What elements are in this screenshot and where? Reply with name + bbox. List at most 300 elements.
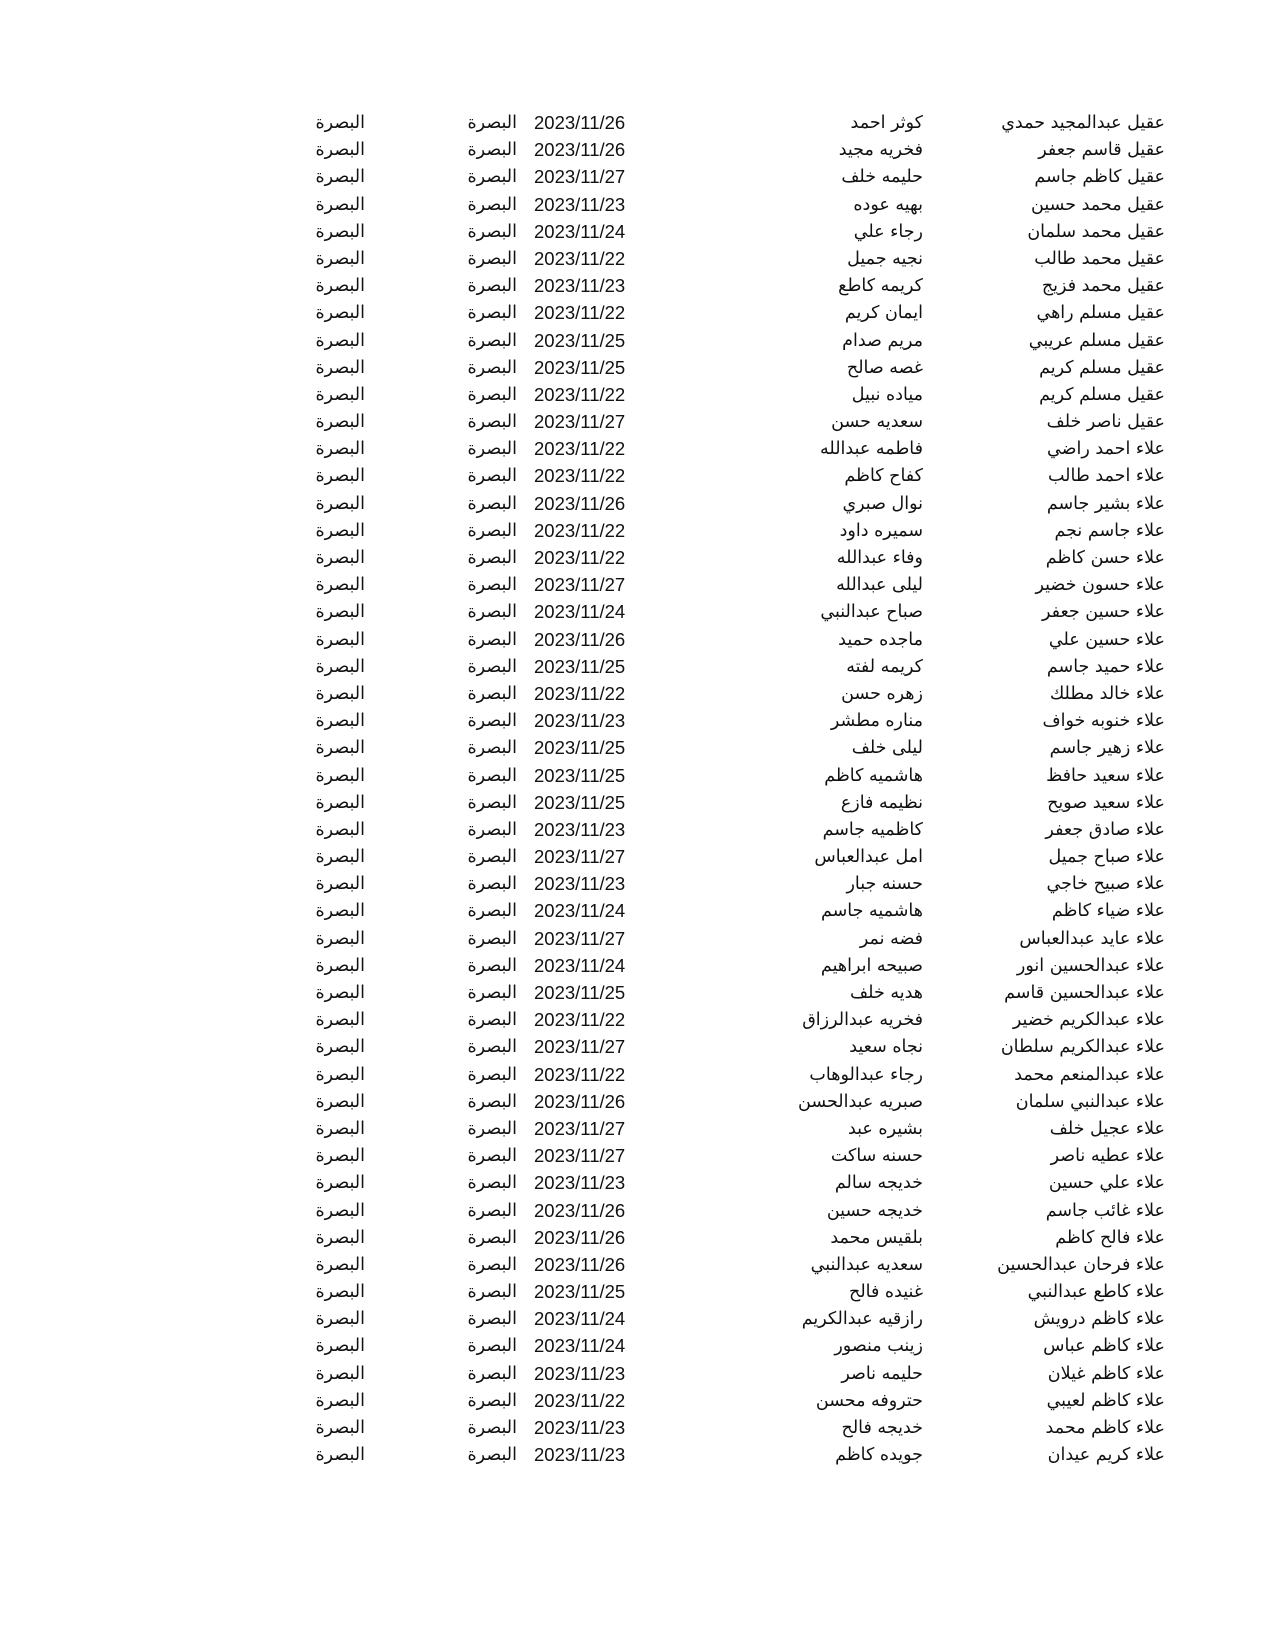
mother-name-cell: رجاء علي [853, 221, 923, 242]
province-cell: البصرة [467, 1200, 517, 1221]
province-cell: البصرة [467, 602, 517, 623]
mother-name-cell: مناره مطشر [830, 711, 923, 732]
mother-name-cell: حتروفه محسن [815, 1390, 923, 1411]
province-cell: البصرة [467, 819, 517, 840]
mother-name-cell: رجاء عبدالوهاب [809, 1064, 923, 1085]
date-cell: 2023/11/24 [534, 1335, 626, 1357]
province-cell: البصرة [315, 303, 365, 324]
date-cell: 2023/11/23 [534, 710, 626, 732]
mother-name-cell: سعديه عبدالنبي [810, 1254, 923, 1275]
table-row [0, 1200, 1275, 1227]
mother-name-cell: بلقيس محمد [830, 1227, 923, 1248]
province-cell: البصرة [467, 520, 517, 541]
province-cell: البصرة [467, 1390, 517, 1411]
province-cell: البصرة [315, 357, 365, 378]
province-cell: البصرة [467, 928, 517, 949]
full-name-cell: علاء زهير جاسم [1049, 738, 1165, 759]
full-name-cell: علاء عطيه ناصر [1050, 1146, 1165, 1167]
mother-name-cell: وفاء عبدالله [836, 548, 923, 568]
province-cell: البصرة [467, 738, 517, 759]
province-cell: البصرة [315, 656, 365, 677]
province-cell: البصرة [467, 847, 517, 868]
province-cell: البصرة [315, 683, 365, 704]
table-row [0, 1227, 1275, 1254]
province-cell: البصرة [315, 1418, 365, 1438]
mother-name-cell: صباح عبدالنبي [820, 602, 923, 623]
province-cell: البصرة [315, 1282, 365, 1303]
full-name-cell: علاء بشير جاسم [1046, 493, 1165, 514]
province-cell: البصرة [315, 221, 365, 242]
date-cell: 2023/11/27 [534, 1145, 626, 1167]
full-name-cell: علاء فرحان عبدالحسين [997, 1254, 1165, 1275]
province-cell: البصرة [315, 466, 365, 487]
date-cell: 2023/11/23 [534, 193, 626, 215]
province-cell: البصرة [315, 1336, 365, 1357]
date-cell: 2023/11/25 [534, 356, 626, 378]
table-row [0, 248, 1275, 275]
mother-name-cell: بهيه عوده [853, 194, 923, 215]
table-row [0, 1172, 1275, 1199]
province-cell: البصرة [467, 1091, 517, 1112]
full-name-cell: علاء عبدالحسين قاسم [1004, 983, 1165, 1003]
province-cell: البصرة [315, 602, 365, 623]
province-cell: البصرة [467, 1146, 517, 1167]
table-row [0, 1308, 1275, 1335]
province-cell: البصرة [315, 711, 365, 732]
province-cell: البصرة [467, 575, 517, 596]
table-row [0, 574, 1275, 601]
mother-name-cell: هاشميه كاظم [824, 765, 923, 786]
mother-name-cell: بشيره عبد [847, 1118, 923, 1139]
table-row [0, 384, 1275, 411]
date-cell: 2023/11/22 [534, 547, 626, 568]
full-name-cell: علاء كاظم درويش [1033, 1309, 1165, 1330]
table-row [0, 1118, 1275, 1145]
province-cell: البصرة [467, 1037, 517, 1058]
date-cell: 2023/11/24 [534, 954, 626, 976]
full-name-cell: عقيل مسلم كريم [1039, 357, 1165, 378]
province-cell: البصرة [467, 493, 517, 514]
table-row [0, 900, 1275, 927]
full-name-cell: علاء علي حسين [1048, 1173, 1165, 1194]
full-name-cell: علاء صادق جعفر [1045, 819, 1165, 840]
mother-name-cell: ليلى خلف [851, 738, 923, 759]
province-cell: البصرة [315, 167, 365, 188]
date-cell: 2023/11/23 [534, 1444, 626, 1466]
full-name-cell: عقيل عبدالمجيد حمدي [1001, 113, 1165, 133]
province-cell: البصرة [467, 711, 517, 732]
province-cell: البصرة [467, 1173, 517, 1194]
province-cell: البصرة [467, 1064, 517, 1085]
province-cell: البصرة [467, 1227, 517, 1248]
date-cell: 2023/11/25 [534, 329, 626, 351]
date-cell: 2023/11/22 [534, 302, 626, 324]
province-cell: البصرة [315, 493, 365, 514]
province-cell: البصرة [467, 901, 517, 922]
mother-name-cell: هاشميه جاسم [820, 901, 923, 922]
table-row [0, 765, 1275, 792]
date-cell: 2023/11/22 [534, 1389, 626, 1411]
date-cell: 2023/11/24 [534, 900, 626, 922]
date-cell: 2023/11/26 [534, 112, 626, 133]
table-row [0, 547, 1275, 574]
date-cell: 2023/11/27 [534, 166, 626, 188]
table-row [0, 1390, 1275, 1417]
table-row [0, 601, 1275, 628]
mother-name-cell: كريمه كاطع [838, 276, 923, 297]
table-row [0, 928, 1275, 955]
table-row [0, 629, 1275, 656]
table-row [0, 112, 1275, 139]
table-row [0, 411, 1275, 438]
province-cell: البصرة [467, 629, 517, 650]
date-cell: 2023/11/23 [534, 1172, 626, 1194]
mother-name-cell: جويده كاظم [835, 1445, 923, 1466]
date-cell: 2023/11/27 [534, 927, 626, 949]
province-cell: البصرة [467, 384, 517, 405]
province-cell: البصرة [315, 819, 365, 840]
table-row [0, 982, 1275, 1009]
province-cell: البصرة [467, 656, 517, 677]
table-row [0, 275, 1275, 302]
province-cell: البصرة [315, 928, 365, 949]
province-cell: البصرة [467, 1445, 517, 1466]
mother-name-cell: مريم صدام [842, 330, 923, 351]
province-cell: البصرة [467, 113, 517, 133]
province-cell: البصرة [467, 357, 517, 378]
date-cell: 2023/11/24 [534, 1308, 626, 1330]
mother-name-cell: نجيه جميل [847, 248, 923, 269]
province-cell: البصرة [315, 901, 365, 922]
mother-name-cell: كوثر احمد [850, 113, 923, 133]
full-name-cell: علاء غائب جاسم [1045, 1200, 1165, 1221]
province-cell: البصرة [467, 1336, 517, 1357]
date-cell: 2023/11/22 [534, 1009, 626, 1031]
province-cell: البصرة [315, 955, 365, 976]
province-cell: البصرة [315, 1309, 365, 1330]
full-name-cell: علاء كريم عيدان [1047, 1445, 1165, 1466]
table-row [0, 1254, 1275, 1281]
full-name-cell: عقيل محمد فزيج [1041, 276, 1165, 297]
date-cell: 2023/11/26 [534, 628, 626, 650]
date-cell: 2023/11/27 [534, 1036, 626, 1058]
mother-name-cell: كفاح كاظم [844, 466, 923, 487]
mother-name-cell: كريمه لفته [846, 656, 923, 677]
date-cell: 2023/11/22 [534, 247, 626, 269]
province-cell: البصرة [315, 1091, 365, 1112]
table-row [0, 465, 1275, 492]
date-cell: 2023/11/25 [534, 1281, 626, 1303]
province-cell: البصرة [315, 575, 365, 596]
mother-name-cell: سميره داود [839, 520, 923, 541]
province-cell: البصرة [315, 412, 365, 433]
table-row [0, 330, 1275, 357]
date-cell: 2023/11/23 [534, 1362, 626, 1384]
table-row [0, 1036, 1275, 1063]
table-row [0, 1091, 1275, 1118]
province-cell: البصرة [467, 792, 517, 813]
date-cell: 2023/11/26 [534, 1253, 626, 1275]
province-cell: البصرة [467, 194, 517, 215]
province-cell: البصرة [315, 248, 365, 269]
table-row [0, 846, 1275, 873]
province-cell: البصرة [315, 1254, 365, 1275]
province-cell: البصرة [315, 520, 365, 541]
full-name-cell: عقيل ناصر خلف [1046, 412, 1165, 433]
full-name-cell: علاء سعيد صويح [1047, 792, 1165, 813]
mother-name-cell: نجاه سعيد [849, 1037, 923, 1058]
full-name-cell: علاء فالح كاظم [1055, 1227, 1165, 1248]
date-cell: 2023/11/25 [534, 737, 626, 759]
date-cell: 2023/11/23 [534, 873, 626, 895]
province-cell: البصرة [467, 1010, 517, 1031]
province-cell: البصرة [315, 1390, 365, 1411]
table-row [0, 873, 1275, 900]
table-row [0, 1145, 1275, 1172]
mother-name-cell: حليمه ناصر [841, 1363, 923, 1384]
full-name-cell: عقيل قاسم جعفر [1038, 140, 1165, 161]
province-cell: البصرة [315, 548, 365, 568]
province-cell: البصرة [467, 1118, 517, 1139]
full-name-cell: عقيل محمد طالب [1034, 248, 1165, 269]
table-row [0, 656, 1275, 683]
table-row [0, 1009, 1275, 1036]
full-name-cell: علاء جاسم نجم [1054, 520, 1165, 541]
table-row [0, 710, 1275, 737]
province-cell: البصرة [315, 1146, 365, 1167]
province-cell: البصرة [467, 955, 517, 976]
full-name-cell: علاء عجيل خلف [1049, 1118, 1165, 1139]
province-cell: البصرة [315, 629, 365, 650]
province-cell: البصرة [467, 765, 517, 786]
province-cell: البصرة [467, 140, 517, 161]
full-name-cell: علاء عبدالكريم خضير [1012, 1010, 1165, 1031]
province-cell: البصرة [467, 303, 517, 324]
full-name-cell: علاء عايد عبدالعباس [1019, 928, 1165, 949]
full-name-cell: علاء سعيد حافظ [1046, 765, 1165, 786]
table-row [0, 683, 1275, 710]
full-name-cell: علاء حسين علي [1048, 629, 1165, 650]
mother-name-cell: فخريه مجيد [838, 140, 923, 161]
full-name-cell: علاء كاظم محمد [1045, 1418, 1165, 1438]
province-cell: البصرة [315, 1363, 365, 1384]
province-cell: البصرة [315, 792, 365, 813]
full-name-cell: علاء صباح جميل [1048, 847, 1165, 868]
date-cell: 2023/11/27 [534, 846, 626, 868]
mother-name-cell: هديه خلف [850, 983, 923, 1003]
mother-name-cell: صبيحه ابراهيم [820, 955, 923, 976]
records-table [0, 112, 1275, 1471]
province-cell: البصرة [467, 683, 517, 704]
mother-name-cell: ليلى عبدالله [836, 575, 923, 596]
full-name-cell: علاء احمد طالب [1048, 466, 1165, 487]
province-cell: البصرة [315, 113, 365, 133]
date-cell: 2023/11/23 [534, 818, 626, 840]
mother-name-cell: رازقيه عبدالكريم [801, 1309, 923, 1330]
province-cell: البصرة [315, 847, 365, 868]
date-cell: 2023/11/23 [534, 1417, 626, 1438]
mother-name-cell: خديجه فالح [841, 1418, 923, 1438]
full-name-cell: علاء صبيح خاجي [1046, 874, 1165, 895]
mother-name-cell: فخريه عبدالرزاق [802, 1010, 923, 1031]
full-name-cell: علاء خنوبه خواف [1042, 711, 1165, 732]
province-cell: البصرة [315, 738, 365, 759]
province-cell: البصرة [315, 1227, 365, 1248]
date-cell: 2023/11/24 [534, 220, 626, 242]
date-cell: 2023/11/25 [534, 791, 626, 813]
province-cell: البصرة [315, 1445, 365, 1466]
full-name-cell: علاء عبدالحسين انور [1016, 955, 1165, 976]
date-cell: 2023/11/27 [534, 574, 626, 596]
full-name-cell: علاء عبدالنبي سلمان [1015, 1091, 1165, 1112]
province-cell: البصرة [467, 1254, 517, 1275]
province-cell: البصرة [467, 248, 517, 269]
table-row [0, 1417, 1275, 1444]
date-cell: 2023/11/22 [534, 438, 626, 460]
table-row [0, 1064, 1275, 1091]
province-cell: البصرة [315, 439, 365, 460]
full-name-cell: علاء عبدالكريم سلطان [1000, 1037, 1165, 1058]
full-name-cell: علاء احمد راضي [1047, 439, 1165, 460]
date-cell: 2023/11/27 [534, 411, 626, 433]
mother-name-cell: غصه صالح [846, 357, 923, 378]
province-cell: البصرة [315, 765, 365, 786]
date-cell: 2023/11/26 [534, 139, 626, 161]
full-name-cell: عقيل مسلم عريبي [1028, 330, 1165, 351]
mother-name-cell: زينب منصور [834, 1336, 923, 1357]
table-row [0, 438, 1275, 465]
date-cell: 2023/11/22 [534, 682, 626, 704]
date-cell: 2023/11/22 [534, 519, 626, 541]
province-cell: البصرة [315, 276, 365, 297]
date-cell: 2023/11/22 [534, 1063, 626, 1085]
mother-name-cell: فضه نمر [859, 928, 923, 949]
province-cell: البصرة [315, 1173, 365, 1194]
province-cell: البصرة [467, 412, 517, 433]
full-name-cell: علاء حسن كاظم [1045, 548, 1165, 568]
table-row [0, 1363, 1275, 1390]
full-name-cell: عقيل مسلم راهي [1036, 303, 1165, 324]
province-cell: البصرة [467, 1418, 517, 1438]
province-cell: البصرة [315, 1118, 365, 1139]
mother-name-cell: خديجه سالم [834, 1173, 923, 1194]
mother-name-cell: سعديه حسن [831, 412, 923, 433]
mother-name-cell: حليمه خلف [841, 167, 923, 188]
province-cell: البصرة [467, 276, 517, 297]
mother-name-cell: زهره حسن [841, 683, 923, 704]
table-row [0, 221, 1275, 248]
table-row [0, 955, 1275, 982]
table-row [0, 493, 1275, 520]
table-row [0, 166, 1275, 193]
mother-name-cell: مياده نبيل [851, 384, 923, 405]
table-row [0, 1335, 1275, 1362]
province-cell: البصرة [467, 874, 517, 895]
province-cell: البصرة [315, 140, 365, 161]
province-cell: البصرة [467, 466, 517, 487]
mother-name-cell: خديجه حسين [826, 1200, 923, 1221]
full-name-cell: علاء خالد مطلك [1049, 683, 1165, 704]
province-cell: البصرة [315, 1064, 365, 1085]
full-name-cell: عقيل كاظم جاسم [1034, 167, 1165, 188]
table-row [0, 139, 1275, 166]
province-cell: البصرة [467, 1309, 517, 1330]
date-cell: 2023/11/26 [534, 1226, 626, 1248]
province-cell: البصرة [467, 330, 517, 351]
date-cell: 2023/11/24 [534, 601, 626, 623]
full-name-cell: علاء حسون خضير [1035, 575, 1165, 596]
province-cell: البصرة [315, 983, 365, 1003]
date-cell: 2023/11/26 [534, 1090, 626, 1112]
table-row [0, 1444, 1275, 1471]
province-cell: البصرة [315, 1200, 365, 1221]
table-row [0, 194, 1275, 221]
table-row [0, 819, 1275, 846]
province-cell: البصرة [467, 983, 517, 1003]
table-row [0, 737, 1275, 764]
mother-name-cell: غنيده فالح [849, 1282, 923, 1303]
mother-name-cell: كاظميه جاسم [822, 819, 923, 840]
province-cell: البصرة [315, 330, 365, 351]
province-cell: البصرة [467, 548, 517, 568]
full-name-cell: علاء كاطع عبدالنبي [1027, 1282, 1165, 1303]
full-name-cell: عقيل محمد سلمان [1027, 221, 1165, 242]
province-cell: البصرة [315, 384, 365, 405]
date-cell: 2023/11/25 [534, 655, 626, 677]
table-row [0, 520, 1275, 547]
full-name-cell: علاء كاظم عباس [1043, 1336, 1165, 1357]
table-row [0, 792, 1275, 819]
date-cell: 2023/11/25 [534, 764, 626, 786]
province-cell: البصرة [467, 221, 517, 242]
mother-name-cell: حسنه جبار [846, 874, 923, 895]
mother-name-cell: ايمان كريم [844, 303, 923, 324]
date-cell: 2023/11/26 [534, 492, 626, 514]
province-cell: البصرة [315, 874, 365, 895]
full-name-cell: عقيل مسلم كريم [1039, 384, 1165, 405]
mother-name-cell: نوال صبري [842, 493, 923, 514]
full-name-cell: علاء عبدالمنعم محمد [1014, 1064, 1165, 1085]
table-row [0, 302, 1275, 329]
mother-name-cell: امل عبدالعباس [814, 847, 923, 868]
full-name-cell: علاء كاظم لعيبي [1046, 1390, 1165, 1411]
mother-name-cell: نظيمه فازع [840, 792, 923, 813]
date-cell: 2023/11/27 [534, 1117, 626, 1139]
mother-name-cell: فاطمه عبدالله [820, 439, 923, 460]
province-cell: البصرة [467, 1282, 517, 1303]
mother-name-cell: ماجده حميد [838, 629, 923, 650]
date-cell: 2023/11/25 [534, 982, 626, 1003]
province-cell: البصرة [315, 1037, 365, 1058]
table-row [0, 357, 1275, 384]
full-name-cell: عقيل محمد حسين [1031, 194, 1165, 215]
date-cell: 2023/11/26 [534, 1199, 626, 1221]
province-cell: البصرة [467, 1363, 517, 1384]
date-cell: 2023/11/23 [534, 275, 626, 297]
full-name-cell: علاء حميد جاسم [1046, 656, 1165, 677]
province-cell: البصرة [467, 439, 517, 460]
mother-name-cell: حسنه ساكت [830, 1146, 923, 1167]
date-cell: 2023/11/22 [534, 465, 626, 487]
mother-name-cell: صبريه عبدالحسن [798, 1091, 923, 1112]
table-row [0, 1281, 1275, 1308]
full-name-cell: علاء كاظم غيلان [1047, 1363, 1165, 1384]
province-cell: البصرة [315, 1010, 365, 1031]
full-name-cell: علاء ضياء كاظم [1051, 901, 1165, 922]
date-cell: 2023/11/22 [534, 383, 626, 405]
province-cell: البصرة [315, 194, 365, 215]
province-cell: البصرة [467, 167, 517, 188]
